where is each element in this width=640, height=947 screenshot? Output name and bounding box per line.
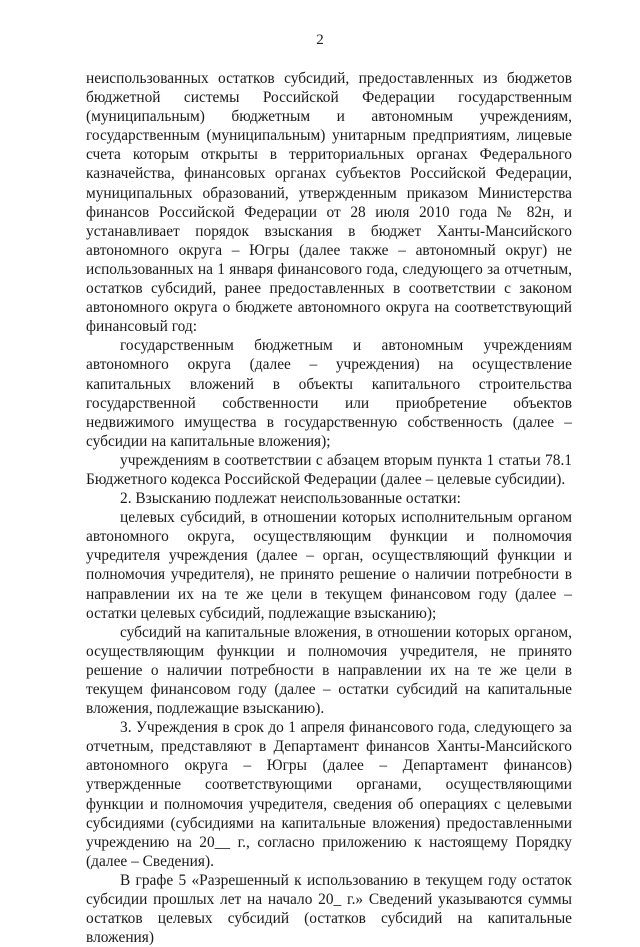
paragraph: государственным бюджетным и автономным учреждениям автономного округа (далее – учреждения) на осуществление капитальных вложений в объекты капитального строительства государственной собственности или приобретение объектов недвижимого имущества в государственную собственность (далее – субсидии на капитальные вложения); — [86, 337, 572, 450]
paragraph: В графе 5 «Разрешенный к использованию в текущем году остаток субсидии прошлых лет на начало 20_ г.» Сведений указываются суммы остатков целевых субсидий (остатков субсидий на капитальные вложения) — [86, 871, 572, 947]
page-number: 2 — [316, 32, 324, 48]
paragraph: целевых субсидий, в отношении которых исполнительным органом автономного округа, осуществляющим функции и полномочия учредителя учреждения (далее – орган, осуществляющий функции и полномочия учредителя), не принято решение о наличии потребности в направлении их на те же цели в текущем финансовом году (далее – остатки целевых субсидий, подлежащие взысканию); — [86, 509, 572, 622]
paragraph: субсидий на капитальные вложения, в отношении которых органом, осуществляющим функции и полномочия учредителя, не принято решение о наличии потребности в направлении их на те же цели в текущем финансовом году (далее – остатки субсидий на капитальные вложения, подлежащие взысканию). — [86, 623, 572, 718]
paragraph: 3. Учреждения в срок до 1 апреля финансового года, следующего за отчетным, представляют в Департамент финансов Ханты-Мансийского автономного округа – Югры (далее – Департамент финансов) утвержденные соответствующими органами, осуществляющими функции и полномочия учредителя, сведения об операциях с целевыми субсидиями (субсидиями на капитальные вложения) предоставленными учреждению на 20__ г., согласно приложению к настоящему Порядку (далее – Сведения). — [86, 719, 572, 870]
paragraph: неиспользованных остатков субсидий, предоставленных из бюджетов бюджетной системы Российской Федерации государственным (муниципальным) бюджетным и автономным учреждениям, государственным (муниципальным) унитарным предприятиям, лицевые счета которым открыты в территориальных органах Федерального казначейства, финансовых органах субъектов Российской Федерации, муниципальных образований, утвержденным приказом Министерства финансов Российской Федерации от 28 июля 2010 года № 82н, и устанавливает порядок взыскания в бюджет Ханты-Мансийского автономного округа – Югры (далее также – автономный округ) не использованных на 1 января финансового года, следующего за отчетным, остатков субсидий, ранее предоставленных в соответствии с законом автономного округа о бюджете автономного округа на соответствующий финансовый год: — [86, 70, 572, 336]
document-body — [86, 69, 572, 947]
paragraph: 2. Взысканию подлежат неиспользованные остатки: — [120, 490, 461, 508]
paragraph: учреждениям в соответствии с абзацем вторым пункта 1 статьи 78.1 Бюджетного кодекса Российской Федерации (далее – целевые субсидии). — [86, 451, 572, 488]
